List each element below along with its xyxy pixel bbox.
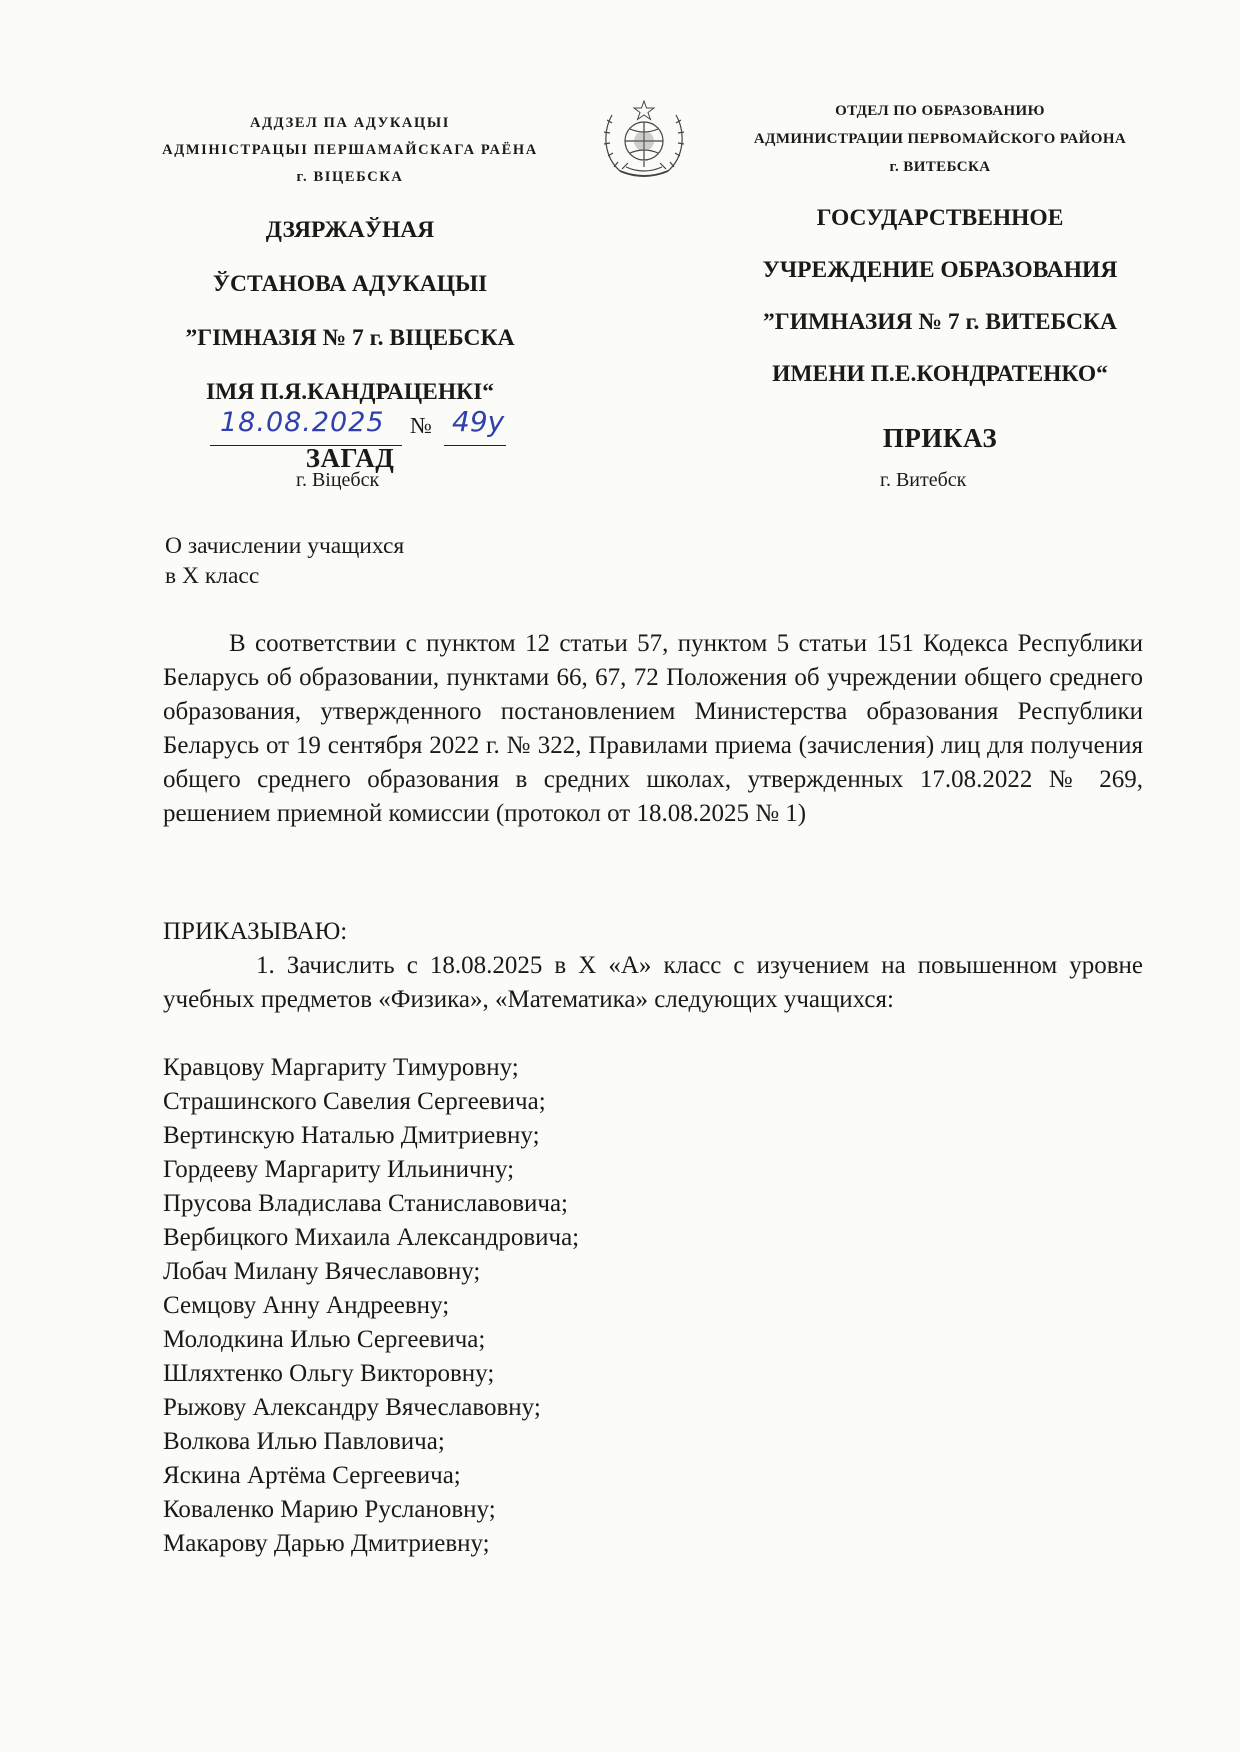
city-be: г. Віцебск	[296, 469, 380, 491]
list-item: Яскина Артёма Сергеевича;	[163, 1462, 461, 1489]
number-sign: №	[410, 413, 432, 438]
list-item: Семцову Анну Андреевну;	[163, 1292, 450, 1319]
list-item: Волкова Илью Павловича;	[163, 1428, 445, 1455]
institution-name-ru-line3: ”ГИМНАЗИЯ № 7 г. ВИТЕБСКА	[763, 309, 1117, 335]
list-item: Кравцову Маргариту Тимуровну;	[163, 1054, 519, 1081]
institution-name-be-line3: ”ГІМНАЗІЯ № 7 г. ВІЦЕБСКА	[185, 325, 515, 351]
belarus-state-emblem-icon	[598, 93, 690, 185]
student-list	[163, 1051, 579, 1561]
number-field	[444, 405, 506, 446]
subject-line1: О зачислении учащихся	[165, 533, 405, 559]
order-item-1: 1. Зачислить с 18.08.2025 в X «А» класс с изучением на повышенном уровне учебных предметов «Физика», «Математика» следующих учащихся:	[163, 952, 1143, 1013]
registration-line	[210, 405, 530, 451]
date-field	[210, 405, 402, 446]
handwritten-date: 18.08.2025	[220, 407, 385, 438]
list-item: Прусова Владислава Станиславовича;	[163, 1190, 569, 1217]
order-subject	[165, 531, 404, 591]
city-ru: г. Витебск	[880, 469, 967, 491]
subject-line2: в X класс	[165, 563, 260, 589]
list-item: Лобач Милану Вячеславовну;	[163, 1258, 481, 1285]
institution-name-ru-line4: ИМЕНИ П.Е.КОНДРАТЕНКО“	[772, 361, 1108, 387]
institution-name-ru-line2: УЧРЕЖДЕНИЕ ОБРАЗОВАНИЯ	[762, 257, 1118, 283]
dept-name-be-line3: г. ВІЦЕБСКА	[296, 169, 404, 185]
dept-name-be-line1: АДДЗЕЛ ПА АДУКАЦЫІ	[250, 115, 450, 131]
institution-name-be-line2: ЎСТАНОВА АДУКАЦЫІ	[212, 271, 488, 297]
list-item: Вертинскую Наталью Дмитриевну;	[163, 1122, 540, 1149]
dept-name-ru-line3: г. ВИТЕБСКА	[889, 159, 991, 175]
institution-name-be-line1: ДЗЯРЖАЎНАЯ	[265, 217, 435, 243]
doc-type-be: ЗАГАД	[305, 443, 395, 473]
list-item: Макарову Дарью Дмитриевну;	[163, 1530, 490, 1557]
list-item: Вербицкого Михаила Александровича;	[163, 1224, 580, 1251]
order-word: ПРИКАЗЫВАЮ:	[163, 918, 348, 945]
institution-name-be-line4: ІМЯ П.Я.КАНДРАЦЕНКІ“	[205, 379, 495, 405]
list-item: Коваленко Марию Руслановну;	[163, 1496, 496, 1523]
list-item: Гордееву Маргариту Ильиничну;	[163, 1156, 515, 1183]
dept-name-ru-line2: АДМИНИСТРАЦИИ ПЕРВОМАЙСКОГО РАЙОНА	[753, 131, 1127, 147]
institution-name-ru-line1: ГОСУДАРСТВЕННОЕ	[816, 205, 1064, 231]
list-item: Страшинского Савелия Сергеевича;	[163, 1088, 546, 1115]
list-item: Молодкина Илью Сергеевича;	[163, 1326, 486, 1353]
handwritten-number: 49у	[452, 405, 505, 438]
list-item: Шляхтенко Ольгу Викторовну;	[163, 1360, 495, 1387]
dept-name-ru-line1: ОТДЕЛ ПО ОБРАЗОВАНИЮ	[835, 103, 1045, 119]
list-item: Рыжову Александру Вячеславовну;	[163, 1394, 541, 1421]
preamble-paragraph: В соответствии с пунктом 12 статьи 57, пунктом 5 статьи 151 Кодекса Республики Беларусь об образовании, пунктами 66, 67, 72 Положения об учреждении общего среднего образования, утвержденного постановлением Министерства образования Республики Беларусь от 19 сентября 2022 г. № 322, Правилами приема (зачисления) лиц для получения общего среднего образования в средних школах, утвержденных 17.08.2022 № 269, решением приемной комиссии (протокол от 18.08.2025 № 1)	[163, 630, 1143, 827]
header-right	[730, 97, 1150, 454]
dept-name-be-line2: АДМІНІСТРАЦЫІ ПЕРШАМАЙСКАГА РАЁНА	[162, 142, 538, 158]
doc-type-ru: ПРИКАЗ	[882, 423, 998, 453]
